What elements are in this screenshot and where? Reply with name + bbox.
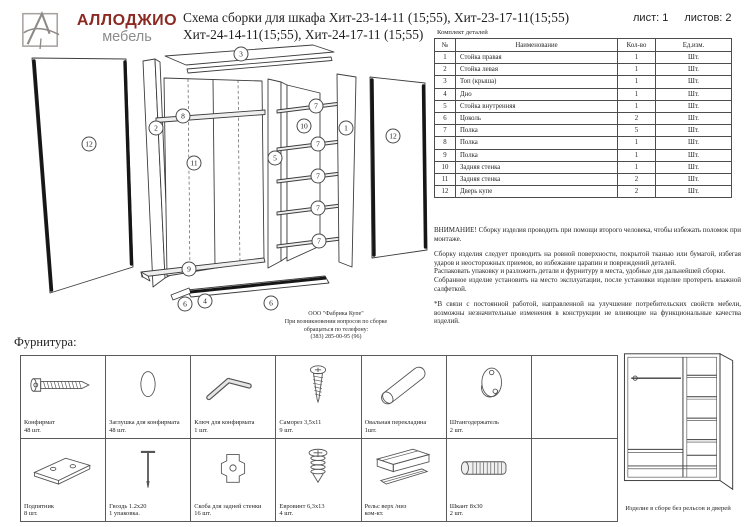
diagram-callout-7: 7 — [309, 99, 324, 114]
diagram-callout-5: 5 — [268, 151, 283, 166]
parts-column-header: Ед.изм. — [656, 39, 732, 52]
diagram-callout-10: 10 — [297, 119, 312, 134]
hardware-item-caption: Заглушка для конфирмата 48 шт. — [109, 419, 180, 434]
parts-column-header: № — [435, 39, 456, 52]
parts-cell: Дверь купе — [456, 186, 618, 198]
parts-cell: 2 — [618, 173, 656, 185]
parts-cell: 12 — [435, 186, 456, 198]
hardware-cell — [362, 439, 447, 522]
hardware-cell — [191, 439, 276, 522]
parts-cell: Топ (крыша) — [456, 76, 618, 88]
diagram-callout-12: 12 — [386, 129, 401, 144]
parts-cell: 1 — [618, 100, 656, 112]
parts-cell: 5 — [435, 100, 456, 112]
instructions-paragraph — [434, 250, 741, 293]
hardware-item-caption: Гвоздь 1.2х20 1 упаковка. — [109, 502, 147, 518]
parts-table-row — [435, 186, 732, 198]
diagram-callout-6: 6 — [264, 296, 279, 311]
parts-cell: 1 — [618, 76, 656, 88]
hardware-cell-empty — [532, 439, 617, 522]
parts-cell: Шт. — [656, 52, 732, 64]
parts-cell: Задняя стенка — [456, 173, 618, 185]
factory-name: ООО "Фабрика Купе" — [308, 311, 364, 317]
foot-plate-icon — [21, 442, 105, 494]
hardware-cell — [447, 439, 532, 522]
assembled-wardrobe-drawing — [618, 346, 744, 502]
disclaimer-paragraph: *В связи с постоянной работой, направленной на улучшение потребительских свойств мебели, возможны незначительные изменения в конструкции не влияющие на функциональные качества изделий. — [434, 300, 741, 326]
parts-table-row — [435, 149, 732, 161]
hardware-cell — [447, 356, 532, 439]
parts-cell: 7 — [435, 125, 456, 137]
diagram-callout-7: 7 — [312, 234, 327, 249]
sheets-total: листов: 2 — [684, 12, 732, 24]
parts-cell: Дно — [456, 88, 618, 100]
parts-cell: Шт. — [656, 137, 732, 149]
parts-cell: Полка — [456, 125, 618, 137]
factory-note-1: При возникновении вопросов по сборке — [284, 318, 388, 325]
parts-table-row — [435, 52, 732, 64]
hardware-item-caption: Овальная перекладина 1шт. — [364, 419, 427, 434]
diagram-callout-7: 7 — [311, 137, 326, 152]
hardware-item-caption: Скоба для задней стенки 16 шт. — [194, 502, 262, 518]
parts-cell: Шт. — [656, 186, 732, 198]
parts-cell: 10 — [435, 161, 456, 173]
parts-cell: Полка — [456, 149, 618, 161]
assembly-notices — [434, 226, 741, 333]
hardware-cell-empty — [532, 356, 617, 439]
hardware-grid — [20, 355, 618, 522]
brand-name: АЛЛОДЖИО — [76, 12, 178, 29]
parts-cell: Шт. — [656, 149, 732, 161]
parts-cell: 11 — [435, 173, 456, 185]
parts-cell: 2 — [435, 64, 456, 76]
parts-cell: 1 — [435, 52, 456, 64]
sheet-info — [633, 12, 732, 24]
parts-cell: 1 — [618, 161, 656, 173]
parts-cell: 1 — [618, 88, 656, 100]
diagram-callout-4: 4 — [198, 294, 213, 309]
back-bracket-icon — [191, 442, 275, 494]
hardware-cell — [362, 356, 447, 439]
factory-phone: (383) 285-00-95 (96) — [310, 334, 362, 341]
instruction-3: Собранное изделие установить на место эксплуатации, после установки изделие протереть влажной салфеткой. — [434, 275, 741, 293]
diagram-callout-12: 12 — [82, 137, 97, 152]
parts-cell: Шт. — [656, 161, 732, 173]
diagram-callout-3: 3 — [234, 47, 249, 62]
parts-table — [434, 38, 732, 198]
parts-table-body — [435, 52, 732, 198]
parts-table-row — [435, 125, 732, 137]
brand-subtitle: мебель — [102, 29, 152, 45]
parts-table-row — [435, 112, 732, 124]
parts-cell: 6 — [435, 112, 456, 124]
parts-cell: Стойка внутренняя — [456, 100, 618, 112]
sheet-number: лист: 1 — [633, 12, 669, 24]
parts-cell: 4 — [435, 88, 456, 100]
parts-cell: Цоколь — [456, 112, 618, 124]
hardware-item-caption: Штангодержатель 2 шт. — [449, 419, 499, 434]
instruction-2: Распаковать упаковку и разложить детали и фурнитуру в места, удобные для дальнейшей сборки. — [434, 267, 726, 276]
hardware-cell — [21, 439, 106, 522]
parts-table-row — [435, 76, 732, 88]
parts-cell: 1 — [618, 149, 656, 161]
title-line-2: Хит-24-14-11(15;55), Хит-24-17-11 (15;55) — [183, 26, 424, 42]
parts-table-row — [435, 173, 732, 185]
hardware-cell — [106, 356, 191, 439]
parts-cell: Шт. — [656, 173, 732, 185]
instruction-1: Сборку изделия следует проводить на ровной поверхности, покрытой тканью или бумагой, избегая ударов и неосторожных приемов, во избежание царапин и повреждений деталей. — [434, 250, 741, 267]
parts-table-row — [435, 137, 732, 149]
parts-cell: 1 — [618, 137, 656, 149]
parts-cell: 2 — [618, 112, 656, 124]
diagram-callout-8: 8 — [176, 109, 191, 124]
hardware-item-caption: Конфирмат 48 шт. — [24, 419, 55, 434]
rod-holder-icon — [447, 359, 531, 411]
parts-cell: Шт. — [656, 76, 732, 88]
assembled-wardrobe-caption: Изделие в сборе без рельсов и дверей — [625, 505, 731, 512]
parts-column-header: Наименование — [456, 39, 618, 52]
hardware-item-caption: Рельс верх /низ ком-кт. — [364, 502, 407, 518]
diagram-callout-11: 11 — [187, 156, 202, 171]
diagram-callout-6: 6 — [178, 297, 193, 312]
parts-cell: Шт. — [656, 64, 732, 76]
hardware-item-caption: Подпятник 8 шт. — [24, 502, 54, 518]
parts-cell: Задняя стенка — [456, 161, 618, 173]
oval-bar-icon — [362, 359, 446, 411]
parts-cell: Полка — [456, 137, 618, 149]
hardware-cell — [191, 356, 276, 439]
parts-cell: 2 — [618, 186, 656, 198]
rail-icon — [362, 442, 446, 494]
parts-cell: 1 — [618, 52, 656, 64]
hardware-section-title: Фурнитура: — [14, 335, 77, 349]
upright-panel — [268, 79, 281, 268]
hardware-item-caption: Ключ для конфирмата 1 шт. — [194, 419, 255, 434]
hardware-item-caption: Шкант 8х30 2 шт. — [449, 502, 483, 518]
parts-cell: Стойка левая — [456, 64, 618, 76]
factory-note-2: обращаться по телефону: — [303, 326, 369, 333]
self-screw-icon — [276, 359, 360, 411]
door-right-panel — [370, 77, 427, 258]
euro-screw-icon — [276, 442, 360, 494]
door-left-panel — [32, 58, 133, 293]
parts-column-header: Кол-во — [618, 39, 656, 52]
hex-key-icon — [191, 359, 275, 411]
parts-cell: Стойка правая — [456, 52, 618, 64]
diagram-callout-1: 1 — [339, 121, 354, 136]
parts-cell: 5 — [618, 125, 656, 137]
nail-icon — [106, 442, 190, 494]
parts-cell: 8 — [435, 137, 456, 149]
parts-cell: 1 — [618, 64, 656, 76]
parts-cell: 3 — [435, 76, 456, 88]
parts-cell: Шт. — [656, 125, 732, 137]
exploded-diagram — [15, 40, 439, 340]
parts-table-row — [435, 161, 732, 173]
hardware-cell — [276, 356, 361, 439]
dowel-icon — [447, 442, 531, 494]
factory-contact — [256, 311, 416, 342]
warning-paragraph: ВНИМАНИЕ! Сборку изделия проводить при помощи второго человека, чтобы избежать поломок при монтаже. — [434, 226, 741, 243]
parts-table-row — [435, 100, 732, 112]
diagram-callout-7: 7 — [311, 169, 326, 184]
diagram-callout-7: 7 — [311, 201, 326, 216]
hardware-cell — [276, 439, 361, 522]
hardware-cell — [21, 356, 106, 439]
parts-table-header — [435, 39, 732, 52]
parts-cell: 9 — [435, 149, 456, 161]
hardware-item-caption: Евровинт 6,3х13 4 шт. — [279, 502, 325, 518]
diagram-callout-2: 2 — [149, 121, 164, 136]
parts-cell: Шт. — [656, 112, 732, 124]
confirmat-cap-icon — [106, 359, 190, 411]
parts-cell: Шт. — [656, 100, 732, 112]
parts-table-row — [435, 88, 732, 100]
parts-table-row — [435, 64, 732, 76]
confirmat-screw-icon — [21, 359, 105, 411]
diagram-callout-9: 9 — [182, 262, 197, 277]
hardware-item-caption: Саморез 3,5х11 9 шт. — [279, 419, 322, 434]
parts-table-caption: Комплект деталей — [437, 29, 488, 36]
side-right-panel — [337, 74, 356, 267]
title-line-1: Схема сборки для шкафа Хит-23-14-11 (15;55), Хит-23-17-11(15;55) — [183, 10, 570, 25]
hardware-cell — [106, 439, 191, 522]
parts-cell: Шт. — [656, 88, 732, 100]
